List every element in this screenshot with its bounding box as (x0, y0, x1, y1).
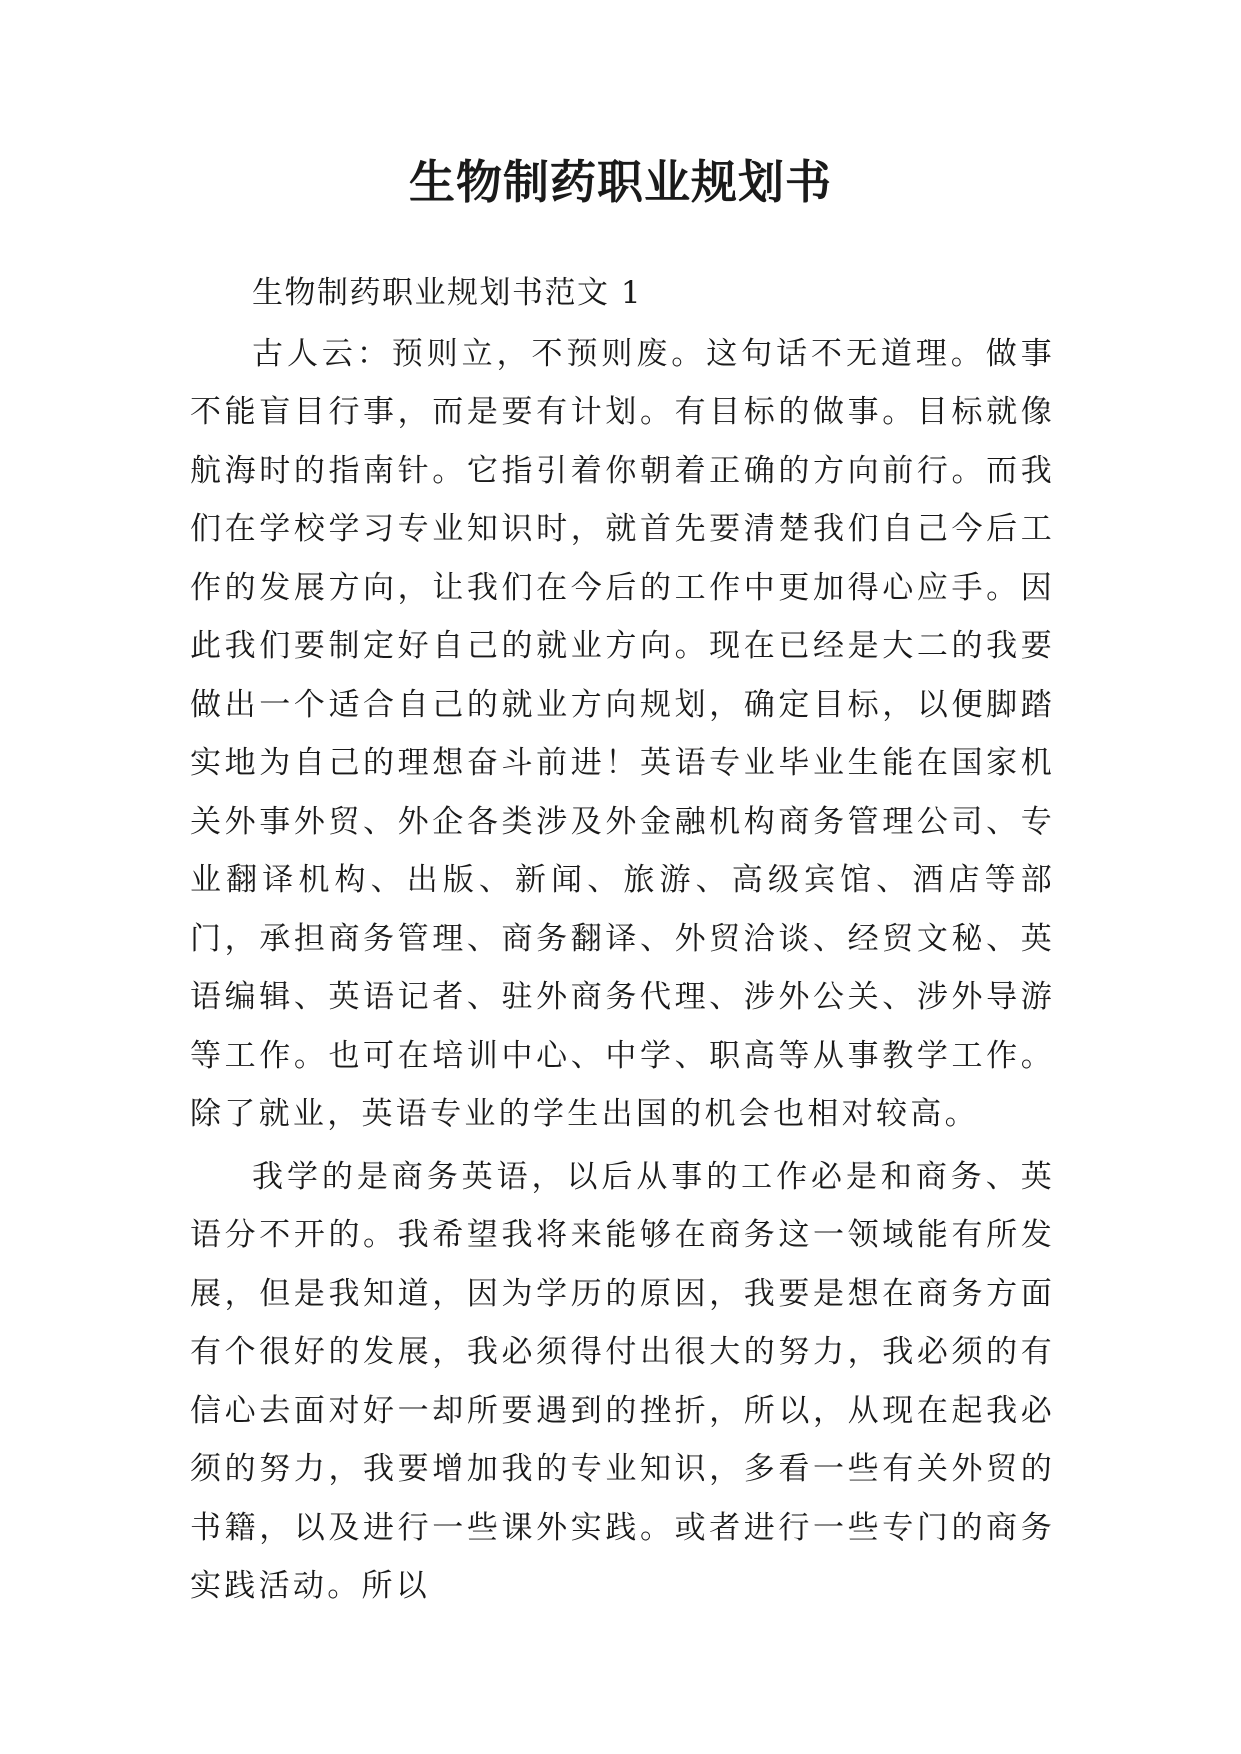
section-heading: 生物制药职业规划书范文 1 (252, 275, 643, 311)
document-title: 生物制药职业规划书 (409, 155, 832, 209)
paragraph: 我学的是商务英语，以后从事的工作必是和商务、英语分不开的。我希望我将来能够在商务这一领域能有所发展，但是我知道，因为学历的原因，我要是想在商务方面有个很好的发展，我必须得付出很大的努力，我必须的有信心去面对好一却所要遇到的挫折，所以，从现在起我必须的努力，我要增加我的专业知识，多看一些有关外贸的书籍，以及进行一些课外实践。或者进行一些专门的商务实践活动。所以 (190, 1158, 1055, 1604)
document-body (190, 264, 1055, 1616)
paragraph: 古人云：预则立，不预则废。这句话不无道理。做事不能盲目行事，而是要有计划。有目标的做事。目标就像航海时的指南针。它指引着你朝着正确的方向前行。而我们在学校学习专业知识时，就首先要清楚我们自己今后工作的发展方向，让我们在今后的工作中更加得心应手。因此我们要制定好自己的就业方向。现在已经是大二的我要做出一个适合自己的就业方向规划，确定目标，以便脚踏实地为自己的理想奋斗前进！英语专业毕业生能在国家机关外事外贸、外企各类涉及外金融机构商务管理公司、专业翻译机构、出版、新闻、旅游、高级宾馆、酒店等部门，承担商务管理、商务翻译、外贸洽谈、经贸文秘、英语编辑、英语记者、驻外商务代理、涉外公关、涉外导游等工作。也可在培训中心、中学、职高等从事教学工作。除了就业，英语专业的学生出国的机会也相对较高。 (190, 335, 1055, 1132)
